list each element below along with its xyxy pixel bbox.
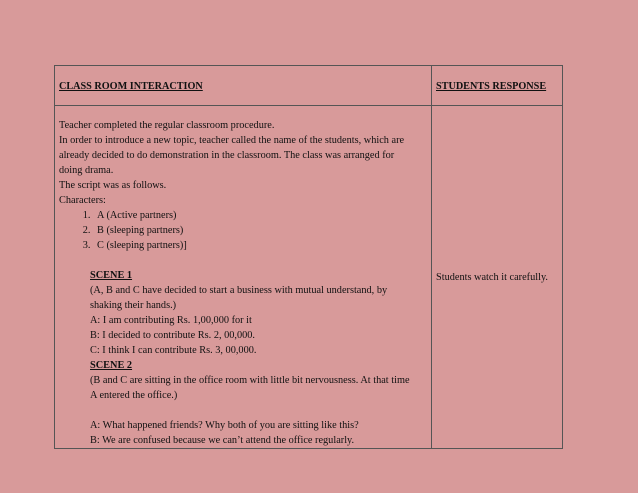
scene-1 bbox=[59, 268, 427, 358]
table-header-row bbox=[55, 66, 563, 106]
scene-line: shaking their hands.) bbox=[90, 300, 177, 311]
scene-line: A: I am contributing Rs. 1,00,000 for it bbox=[90, 315, 252, 326]
header-classroom-interaction: CLASS ROOM INTERACTION bbox=[59, 81, 203, 92]
scene-line: C: I think I can contribute Rs. 3, 00,000. bbox=[90, 345, 257, 356]
scene-line: (A, B and C have decided to start a business with mutual understand, by bbox=[90, 285, 388, 296]
character-item: 1. A (Active partners) bbox=[93, 208, 427, 223]
table-body-row bbox=[55, 106, 563, 449]
scene-line: (B and C are sitting in the office room with little bit nervousness. At that time bbox=[90, 375, 410, 386]
scene-2-title: SCENE 2 bbox=[90, 360, 133, 371]
interaction-cell bbox=[55, 106, 432, 449]
intro-line: Teacher completed the regular classroom procedure. bbox=[59, 120, 275, 131]
intro-line: doing drama. bbox=[59, 165, 114, 176]
intro-line: In order to introduce a new topic, teacher called the name of the students, which are bbox=[59, 135, 405, 146]
scene-line: A entered the office.) bbox=[90, 390, 178, 401]
character-item: 2. B (sleeping partners) bbox=[93, 223, 427, 238]
characters-list bbox=[59, 208, 427, 253]
scene-2 bbox=[59, 358, 427, 448]
character-item: 3. C (sleeping partners)] bbox=[93, 238, 427, 253]
intro-line: already decided to do demonstration in the classroom. The class was arranged for bbox=[59, 150, 395, 161]
header-cell-right bbox=[432, 66, 563, 106]
header-cell-left bbox=[55, 66, 432, 106]
interaction-table bbox=[54, 65, 563, 449]
intro-line: The script was as follows. bbox=[59, 180, 167, 191]
dialogue-line: A: What happened friends? Why both of you are sitting like this? bbox=[90, 420, 359, 431]
intro-line: Characters: bbox=[59, 195, 106, 206]
interaction-content bbox=[55, 106, 431, 448]
scene-line: B: I decided to contribute Rs. 2, 00,000. bbox=[90, 330, 256, 341]
dialogue-line: B: We are confused because we can’t attend the office regularly. bbox=[90, 435, 355, 446]
student-response-text: Students watch it carefully. bbox=[436, 271, 548, 283]
response-cell bbox=[432, 106, 563, 449]
scene-1-title: SCENE 1 bbox=[90, 270, 133, 281]
header-students-response: STUDENTS RESPONSE bbox=[436, 81, 547, 92]
